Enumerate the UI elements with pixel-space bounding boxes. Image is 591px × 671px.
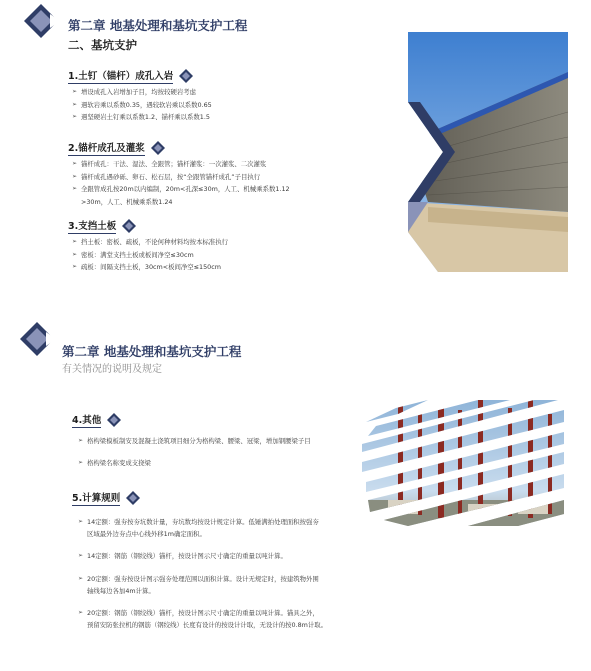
section-label: 3.支挡土板 [68,218,116,234]
bullet-arrow-icon: ➢ [72,250,78,258]
list-item-text: 14定额：强夯按夯坑数计量，夯坑数均按设计规定计算。低锤满拍处理面积按强夯 [87,518,319,526]
list-item [78,607,327,619]
section-diamond-icon [126,491,140,505]
section-diamond-icon [107,413,121,427]
list-item [78,573,327,585]
list-item-text: 20定额：钢筋（钢绞线）锚杆，按设计图示尺寸确定的重量以吨计算。锚具之外， [87,609,319,618]
list-item-text: >30m，人工、机械乘系数1.24 [81,197,173,206]
list-item-text: 轴线每边各加4m计算。 [87,586,155,595]
list-item [78,457,311,469]
list-item-text: 全跟管成孔按20m以内编制，20m<孔深≤30m，人工、机械乘系数1.12 [81,185,290,194]
section-diamond-icon [122,219,136,233]
bullet-arrow-icon: ➢ [72,160,78,167]
section-heading [68,140,165,156]
list-item-continuation [72,196,290,209]
bullet-arrow-icon: ➢ [72,263,78,271]
list-item-text: 增设成孔入岩增加子目，均按较硬岩考虑 [81,88,197,96]
bullet-arrow-icon: ➢ [72,238,78,245]
list-item-text: 预留安防张拉机的钢筋（钢绞线）长度有设计的按设计计取，无设计的按0.8m计取。 [87,621,328,630]
section-heading [72,490,140,506]
section-subtitle: 二、基坑支护 [68,38,137,52]
list-item-text: 遇软岩乘以系数0.35，遇较软岩乘以系数0.65 [81,100,212,109]
excavation-wall-photo [368,32,568,272]
section-item-list [78,435,311,469]
list-item [72,236,228,249]
list-item-text: 格构梁模板制安及混凝土浇筑项目细分为格构梁、腰梁、冠梁，增加钢腰梁子目 [87,437,311,445]
list-item-text: 20定额：强夯按设计图示强夯处理范围以面积计算。设计无规定时，按建筑物外围 [87,574,319,583]
bullet-arrow-icon: ➢ [72,88,78,95]
list-item-text: 挡土板：密板、疏板，不论何种材料均按本标准执行 [81,238,228,246]
list-item [72,111,212,124]
section-heading [72,412,121,428]
list-item [78,516,327,528]
bullet-arrow-icon: ➢ [78,552,84,560]
list-item-text: 14定额：钢筋（钢绞线）锚杆，按设计图示尺寸确定的重量以吨计算。 [87,552,287,561]
bullet-arrow-icon: ➢ [78,518,84,525]
section-item-list [72,236,228,274]
section-heading [68,218,136,234]
list-item [78,435,311,447]
section-heading [68,68,193,84]
section-diamond-icon [151,141,165,155]
section-label: 4.其他 [72,412,101,428]
list-item [72,86,212,99]
list-item-text: 疏板：间隔支挡土板，30cm<板间净空≤150cm [81,263,221,272]
section-item-list [72,86,212,124]
chapter-title: 第二章 地基处理和基坑支护工程 [68,18,248,33]
bullet-arrow-icon: ➢ [78,574,84,582]
bullet-arrow-icon: ➢ [72,100,78,108]
list-item [72,99,212,112]
logo-diamond-icon [24,4,64,38]
list-item [72,261,228,274]
bullet-arrow-icon: ➢ [72,172,78,180]
list-item-text: 密板：满堂支挡土板或板间净空≤30cm [81,250,194,259]
list-item-text: 锚杆成孔遇砂砾、卵石、松石层，按“全跟管锚杆成孔”子目执行 [81,172,261,181]
chapter-title: 第二章 地基处理和基坑支护工程 [62,344,242,359]
chapter-note: 有关情况的说明及规定 [62,364,162,375]
list-item-text: 格构梁名称变成支挠梁 [87,459,151,468]
list-item [72,171,290,184]
section-label: 1.土钉（锚杆）成孔入岩 [68,68,173,84]
bullet-arrow-icon: ➢ [78,459,84,467]
logo-diamond-icon [20,322,60,356]
list-item [72,183,290,196]
list-item [72,249,228,262]
list-item-continuation [78,528,327,540]
section-label: 2.锚杆成孔及灌浆 [68,140,145,156]
list-item [72,158,290,171]
list-item-text: 锚杆成孔：干法、湿法、全跟管；锚杆灌浆：一次灌浆、二次灌浆 [81,160,267,168]
list-item-continuation [78,585,327,597]
bullet-arrow-icon: ➢ [72,185,78,193]
section-item-list [72,158,290,208]
bullet-arrow-icon: ➢ [72,113,78,121]
section-diamond-icon [179,69,193,83]
section-item-list [78,516,327,631]
piling-rigs-photo [358,400,570,530]
list-item [78,550,327,562]
section-label: 5.计算规则 [72,490,120,506]
list-item-continuation [78,619,327,631]
list-item-text: 区域最外边夯点中心线外移1m确定面积。 [87,530,206,539]
list-item-text: 遇坚硬岩土钉乘以系数1.2、锚杆乘以系数1.5 [81,113,210,122]
bullet-arrow-icon: ➢ [78,609,84,617]
bullet-arrow-icon: ➢ [78,437,84,444]
